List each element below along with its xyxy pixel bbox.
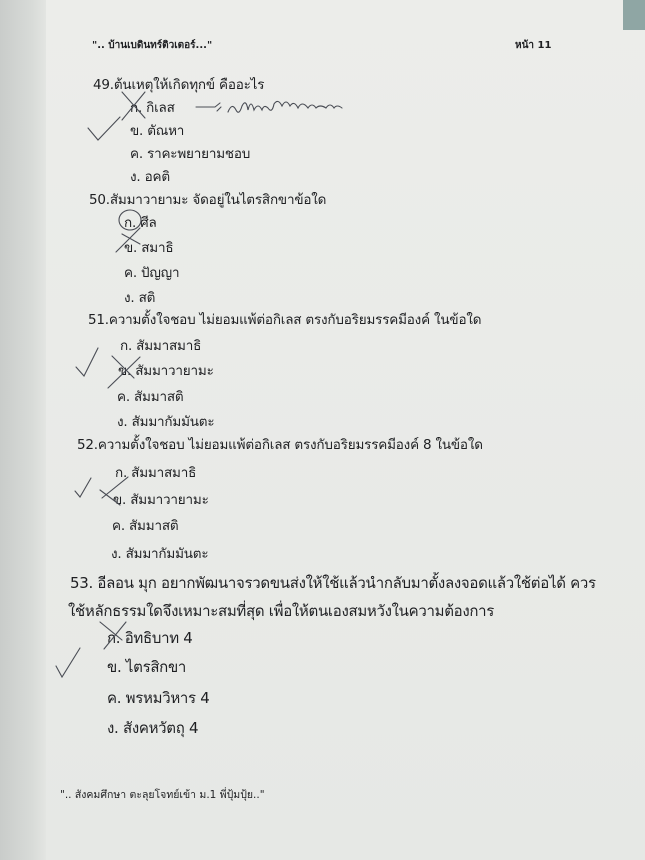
header-title: ".. บ้านเบดินทร์ติวเตอร์..."	[92, 40, 213, 51]
option: ค. สัมมาสติ	[117, 389, 184, 405]
option: ก. สัมมาสมาธิ	[120, 338, 202, 354]
option: ข. สัมมาวายามะ	[113, 492, 209, 508]
option: ง. สัมมากัมมันตะ	[111, 546, 209, 562]
option: ง. สติ	[124, 290, 156, 306]
option: ง. สังคหวัตถุ 4	[107, 719, 199, 737]
page-edge-shadow	[0, 0, 46, 860]
option: ง. สัมมากัมมันตะ	[117, 414, 215, 430]
option: ก. สัมมาสมาธิ	[115, 465, 197, 481]
option: ข. ไตรสิกขา	[107, 658, 187, 676]
option: ข. สัมมาวายามะ	[118, 363, 214, 379]
question-53: 53. อีลอน มุก อยากพัฒนาจรวดขนส่งให้ใช้แล้วนำกลับมาตั้งลงจอดแล้วใช้ต่อได้ ควร	[70, 574, 596, 592]
question-49: 49.ต้นเหตุให้เกิดทุกข์ คืออะไร	[93, 77, 265, 93]
question-51: 51.ความตั้งใจชอบ ไม่ยอมแพ้ต่อกิเลส ตรงกับอริยมรรคมีองค์ ในข้อใด	[88, 312, 482, 328]
option: ง. อคติ	[130, 169, 170, 185]
option: ค. ปัญญา	[124, 265, 180, 281]
option: ก. กิเลส	[130, 100, 175, 116]
option: ก. อิทธิบาท 4	[107, 629, 193, 647]
option: ข. ตัณหา	[130, 123, 185, 139]
question-53-line2: ใช้หลักธรรมใดจึงเหมาะสมที่สุด เพื่อให้ตนเองสมหวังในความต้องการ	[68, 602, 495, 620]
option: ค. สัมมาสติ	[112, 518, 179, 534]
page-number: หน้า 11	[515, 40, 552, 51]
question-52: 52.ความตั้งใจชอบ ไม่ยอมแพ้ต่อกิเลส ตรงกับอริยมรรคมีองค์ 8 ในข้อใด	[77, 437, 483, 453]
option: ก. ศีล	[124, 215, 157, 231]
option: ข. สมาธิ	[124, 240, 174, 256]
option: ค. พรหมวิหาร 4	[107, 689, 210, 707]
option: ค. ราคะพยายามชอบ	[130, 146, 251, 162]
background-corner	[623, 0, 645, 30]
question-50: 50.สัมมาวายามะ จัดอยู่ในไตรสิกขาข้อใด	[89, 192, 327, 208]
footer-text: ".. สังคมศึกษา ตะลุยโจทย์เข้า ม.1 พี่ปุ้มปุ้ย.."	[60, 789, 265, 801]
